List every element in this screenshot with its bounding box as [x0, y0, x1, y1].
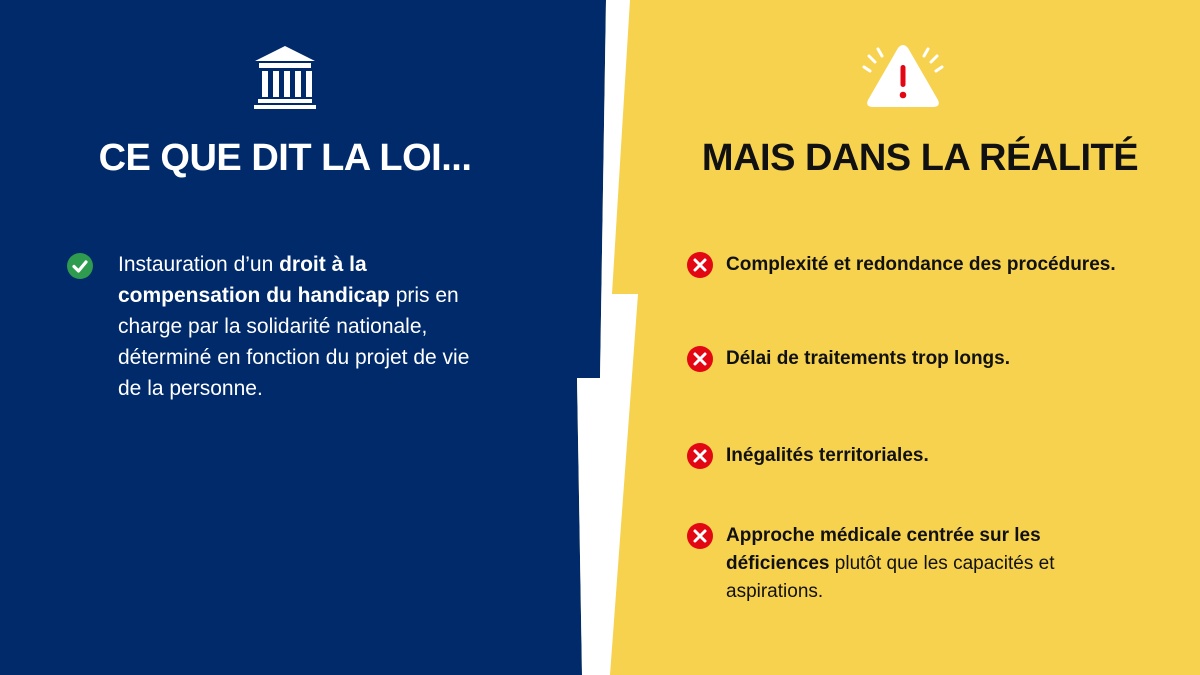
cross-icon — [686, 442, 714, 470]
warning-icon — [860, 40, 946, 110]
issue-text: Inégalités territoriales. — [726, 445, 929, 466]
issue-text: Délai de traitements trop longs. — [726, 348, 1010, 369]
issue-text: Approche médicale centrée sur les déficiences plutôt que les capacités et aspirations. — [726, 525, 1055, 602]
reality-title: MAIS DANS LA RÉALITÉ — [701, 137, 1139, 179]
law-item-emphasis: droit à la compensation du handicap — [118, 253, 390, 307]
check-icon — [66, 252, 94, 280]
law-item-text: Instauration d’un droit à la compensation du handicap pris en charge par la solidarité nationale, déterminé en fonction du projet de vie de la personne. — [118, 253, 470, 400]
law-title: CE QUE DIT LA LOI... — [98, 137, 472, 179]
courthouse-icon — [253, 44, 317, 110]
cross-icon — [686, 522, 714, 550]
issue-text: Complexité et redondance des procédures. — [726, 254, 1116, 275]
cross-icon — [686, 251, 714, 279]
cross-icon — [686, 345, 714, 373]
